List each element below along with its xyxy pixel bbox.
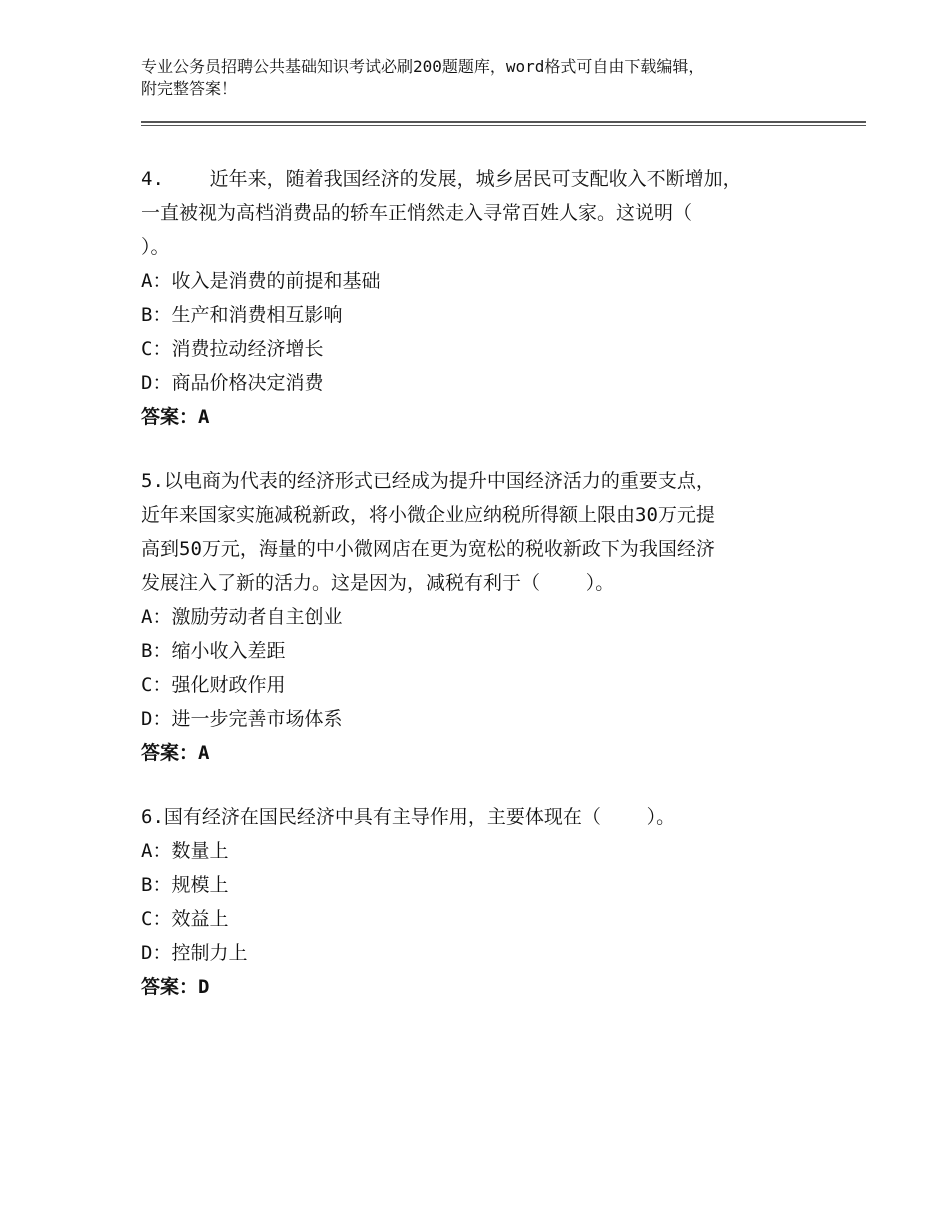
option-d: D：进一步完善市场体系 [141, 708, 343, 730]
header-title-line-2: 附完整答案！ [141, 79, 238, 98]
page-header [141, 56, 841, 100]
question-stem-line: 发展注入了新的活力。这是因为，减税有利于（ ）。 [141, 572, 615, 594]
question-stem-line: 4. 近年来，随着我国经济的发展，城乡居民可支配收入不断增加， [141, 168, 742, 190]
question-stem-line: 5.以电商为代表的经济形式已经成为提升中国经济活力的重要支点， [141, 470, 715, 492]
question-stem-line: 6.国有经济在国民经济中具有主导作用，主要体现在（ ）。 [141, 806, 676, 828]
option-d: D：商品价格决定消费 [141, 372, 324, 394]
option-c: C：消费拉动经济增长 [141, 338, 324, 360]
question-6 [141, 800, 821, 1004]
option-a: A：数量上 [141, 840, 229, 862]
question-5 [141, 464, 821, 770]
option-a: A：激励劳动者自主创业 [141, 606, 343, 628]
answer-label: 答案：A [141, 742, 210, 764]
header-divider-thin [141, 125, 866, 126]
option-b: B：缩小收入差距 [141, 640, 286, 662]
question-stem-line: 高到50万元，海量的中小微网店在更为宽松的税收新政下为我国经济 [141, 538, 715, 560]
question-stem-line: 近年来国家实施减税新政，将小微企业应纳税所得额上限由30万元提 [141, 504, 715, 526]
option-d: D：控制力上 [141, 942, 248, 964]
question-stem-line: 一直被视为高档消费品的轿车正悄然走入寻常百姓人家。这说明（ [141, 202, 693, 224]
option-c: C：效益上 [141, 908, 229, 930]
answer-label: 答案：A [141, 406, 210, 428]
header-title-line-1: 专业公务员招聘公共基础知识考试必刷200题题库，word格式可自由下载编辑， [141, 57, 705, 76]
option-b: B：规模上 [141, 874, 229, 896]
option-b: B：生产和消费相互影响 [141, 304, 343, 326]
option-a: A：收入是消费的前提和基础 [141, 270, 381, 292]
question-list [141, 162, 821, 1034]
header-divider-thick [141, 121, 866, 123]
question-stem-line: ）。 [141, 236, 170, 258]
option-c: C：强化财政作用 [141, 674, 286, 696]
answer-label: 答案：D [141, 976, 210, 998]
question-4 [141, 162, 821, 434]
